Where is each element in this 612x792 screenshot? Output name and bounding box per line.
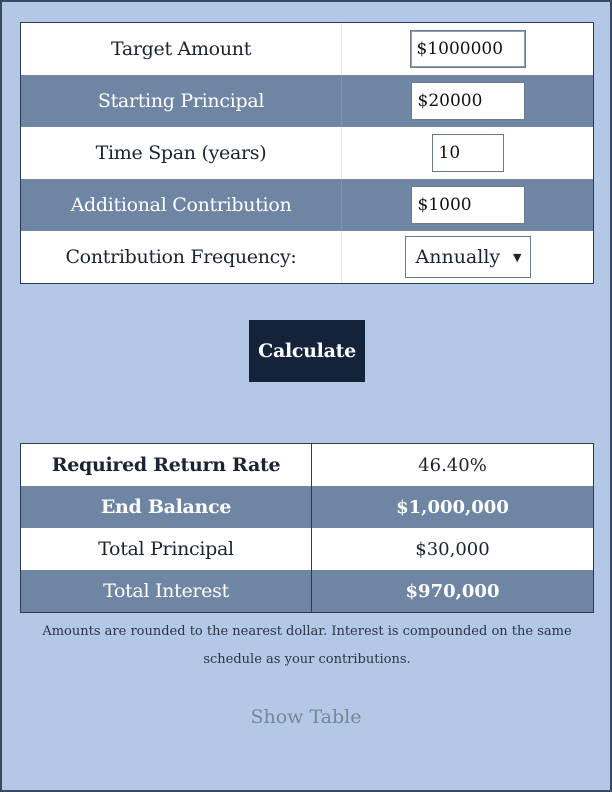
chevron-down-icon: ▼ [513,250,522,264]
total-principal-label: Total Principal [21,528,312,570]
target-amount-input[interactable] [410,30,526,68]
time-span-cell [341,127,593,179]
result-row-end-balance [21,486,593,528]
total-interest-label: Total Interest [21,570,312,612]
time-span-row [21,127,593,179]
contribution-frequency-row [21,231,593,283]
contribution-frequency-select[interactable] [405,236,531,278]
required-return-rate-label: Required Return Rate [21,444,312,486]
target-amount-cell [341,23,593,75]
end-balance-label: End Balance [21,486,312,528]
additional-contribution-label: Additional Contribution [70,194,292,216]
total-interest-value: $970,000 [405,580,500,602]
contribution-frequency-value: Annually [415,246,501,268]
rounding-note: Amounts are rounded to the nearest dollar. Interest is compounded on the same schedule as your contributions. [42,624,572,667]
additional-contribution-cell [341,179,593,231]
result-row-total-interest [21,570,593,612]
results-table [20,443,594,613]
end-balance-value: $1,000,000 [396,496,509,518]
result-row-required-return-rate [21,444,593,486]
target-amount-label: Target Amount [110,38,252,60]
required-return-rate-value: 46.40% [418,454,487,476]
target-amount-row [21,23,593,75]
additional-contribution-input[interactable] [411,186,525,224]
time-span-label: Time Span (years) [95,142,267,164]
time-span-input[interactable] [432,134,504,172]
contribution-frequency-cell [341,231,593,283]
additional-contribution-row [21,179,593,231]
starting-principal-cell [341,75,593,127]
total-principal-value: $30,000 [415,538,490,560]
input-table [20,22,594,284]
calculate-button[interactable]: Calculate [249,320,365,382]
show-table-link[interactable]: Show Table [250,706,362,728]
result-row-total-principal [21,528,593,570]
starting-principal-row [21,75,593,127]
starting-principal-input[interactable] [411,82,525,120]
contribution-frequency-label: Contribution Frequency: [65,246,297,268]
starting-principal-label: Starting Principal [97,90,265,112]
